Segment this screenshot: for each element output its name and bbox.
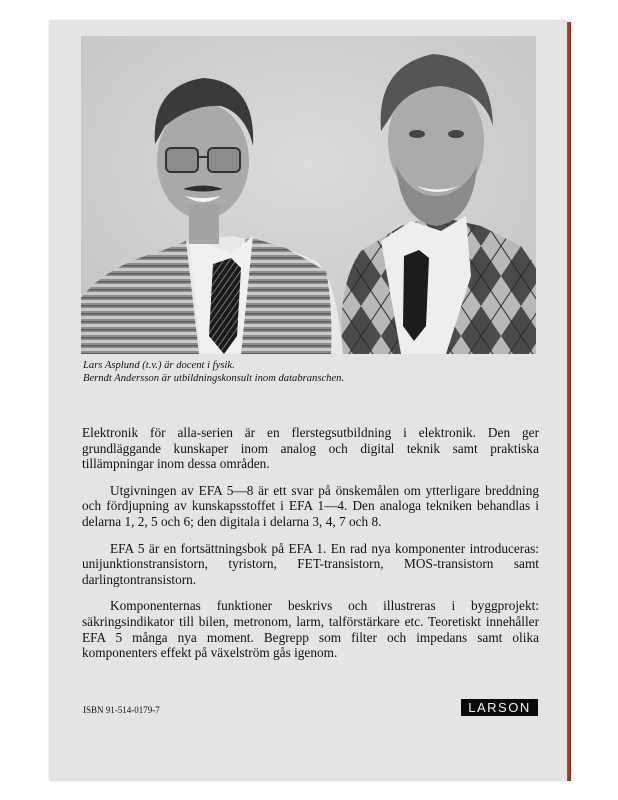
paragraph-projects: Komponenternas funktioner beskrivs och illustreras i byggprojekt: säkringsindikator till bilen, metronom, larm, talförstärkare etc. Teoretiskt innehåller EFA 5 många nya moment. Begrepp som filter och impedans samt olika komponenters effekt på växelström gås igenom. [82, 598, 539, 661]
photo-caption [83, 359, 344, 385]
author-photo [81, 36, 536, 354]
publisher-logo: LARSON [461, 699, 538, 716]
book-back-cover [49, 20, 567, 781]
isbn-number: ISBN 91-514-0179-7 [83, 705, 160, 715]
caption-line-1: Lars Asplund (t.v.) är docent i fysik. [83, 360, 235, 371]
paragraph-intro: Elektronik för alla-serien är en flerstegsutbildning i elektronik. Den ger grundläggande kunskaper inom analog och digital teknik samt praktiska tillämpningar inom dessa områden. [82, 425, 539, 472]
book-spine-edge [567, 22, 571, 781]
paragraph-publication: Utgivningen av EFA 5—8 är ett svar på önskemålen om ytterligare breddning och fördjupning av kunskapsstoffet i EFA 1—4. Den analoga tekniken behandlas i delarna 1, 2, 5 och 6; den digitala i delarna 3, 4, 7 och 8. [82, 482, 539, 529]
paragraph-components: EFA 5 är en fortsättningsbok på EFA 1. En rad nya komponenter introduceras: unijunktionstransistorn, tyristorn, FET-transistorn, MOS-transistorn samt darlingtontransistorn. [82, 540, 539, 587]
description-text [82, 425, 539, 672]
caption-line-2: Berndt Andersson är utbildningskonsult inom databranschen. [83, 373, 345, 384]
